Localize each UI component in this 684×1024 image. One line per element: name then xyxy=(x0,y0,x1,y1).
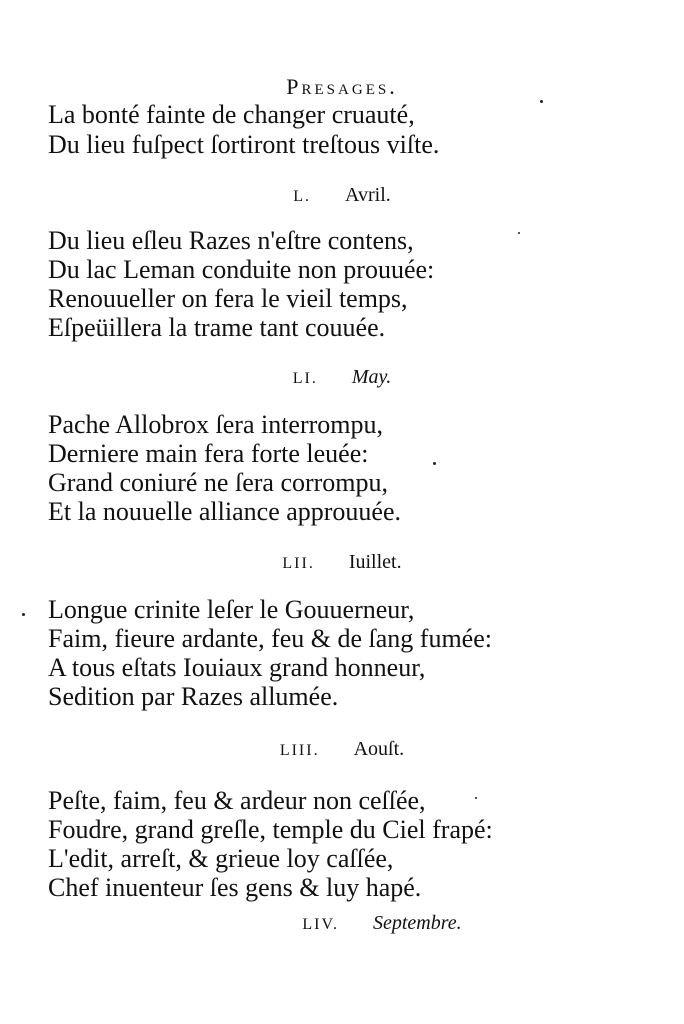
section-month: Iuillet. xyxy=(348,551,402,573)
verse-line: Foudre, grand greſle, temple du Ciel frapé: xyxy=(48,815,493,844)
verse-line: Derniere main fera forte leuée: xyxy=(48,439,369,468)
verse-line: Pache Allobrox ſera interrompu, xyxy=(48,410,384,439)
section-month: Avril. xyxy=(345,184,391,206)
verse-line: Et la nouuelle alliance approuuée. xyxy=(48,497,402,526)
verse-line: Du lieu eſleu Razes n'eſtre contens, xyxy=(48,226,414,255)
ink-speck xyxy=(475,797,477,799)
verse-line: Sedition par Razes allumée. xyxy=(48,682,339,711)
section-month: May. xyxy=(351,366,392,388)
verse-line: Du lac Leman conduite non prouuée: xyxy=(48,255,435,284)
running-head: Presages. xyxy=(286,74,398,99)
verse-line: Eſpeüillera la trame tant couuée. xyxy=(48,313,386,342)
section-number: L. xyxy=(293,188,312,205)
ink-speck xyxy=(22,613,25,616)
catchword xyxy=(40,911,684,937)
verse-line: Chef inuenteur ſes gens & luy hapé. xyxy=(48,873,422,902)
verse-line: Peſte, faim, feu & ardeur non ceſſée, xyxy=(48,786,426,815)
verse-line: Longue crinite leſer le Gouuerneur, xyxy=(48,595,415,624)
verse-line: L'edit, arreſt, & grieue loy caſſée, xyxy=(48,844,394,873)
verse-line: Du lieu fuſpect ſortiront treſtous viſte. xyxy=(48,130,440,159)
section-number: LII. xyxy=(282,555,315,572)
section-heading xyxy=(0,550,684,576)
section-month: Aouſt. xyxy=(353,738,405,760)
section-number: LI. xyxy=(292,370,318,387)
verse-line: A tous eſtats Iouiaux grand honneur, xyxy=(48,653,426,682)
ink-speck xyxy=(540,100,543,103)
section-number: LIII. xyxy=(279,742,320,759)
catchword-number: LIV. xyxy=(302,916,339,933)
verse-line: Faim, fieure ardante, feu & de ſang fumée: xyxy=(48,624,492,653)
verse-line: La bonté fainte de changer cruauté, xyxy=(48,100,415,129)
section-heading xyxy=(0,183,684,209)
verse-line: Renouueller on fera le vieil temps, xyxy=(48,284,408,313)
verse-line: Grand coniuré ne ſera corrompu, xyxy=(48,468,389,497)
section-heading xyxy=(0,365,684,391)
section-heading xyxy=(0,737,684,763)
catchword-month: Septembre. xyxy=(372,912,462,934)
ink-speck xyxy=(433,462,436,465)
ink-speck xyxy=(518,232,520,234)
